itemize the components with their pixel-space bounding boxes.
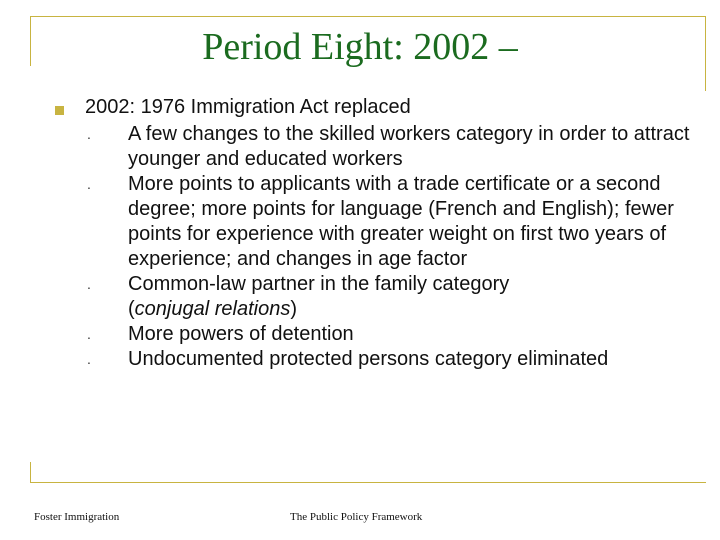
sub-bullet-skilled-workers (85, 122, 705, 172)
sub-bullet-marker: . (87, 176, 91, 192)
common-law-text: Common-law partner in the family category (128, 273, 510, 295)
sub-bullet-text: A few changes to the skilled workers category in order to attract younger and educated workers (128, 123, 690, 170)
footer-rule-left (30, 462, 31, 483)
frame-rule-top (30, 16, 706, 17)
sub-bullet-text: Common-law partner in the family category (conjugal relations) (128, 273, 510, 320)
footer-rule (30, 482, 706, 483)
footer-left-text: Foster Immigration (34, 511, 120, 523)
slide-title: Period Eight: 2002 – (202, 26, 518, 68)
conjugal-relations-text: conjugal relations (134, 298, 291, 320)
sub-bullet-common-law (85, 272, 705, 322)
footer-center-text: The Public Policy Framework (290, 511, 423, 523)
main-bullet: 2002: 1976 Immigration Act replaced (85, 96, 411, 118)
sub-bullet-undocumented (85, 347, 705, 372)
sub-bullet-marker: . (87, 276, 91, 292)
sub-bullet-detention (85, 322, 705, 347)
sub-bullet-list (85, 122, 705, 372)
sub-bullet-marker: . (87, 351, 91, 367)
sub-bullet-points (85, 172, 705, 272)
sub-bullet-marker: . (87, 126, 91, 142)
square-bullet-icon (55, 106, 64, 115)
sub-bullet-text: Undocumented protected persons category eliminated (128, 348, 609, 370)
sub-bullet-text: More points to applicants with a trade certificate or a second degree; more points for language (French and English); fewer points for experience with greater weight on first two years of experience; and changes in age factor (128, 173, 674, 270)
sub-bullet-text: More powers of detention (128, 323, 354, 345)
sub-bullet-marker: . (87, 326, 91, 342)
